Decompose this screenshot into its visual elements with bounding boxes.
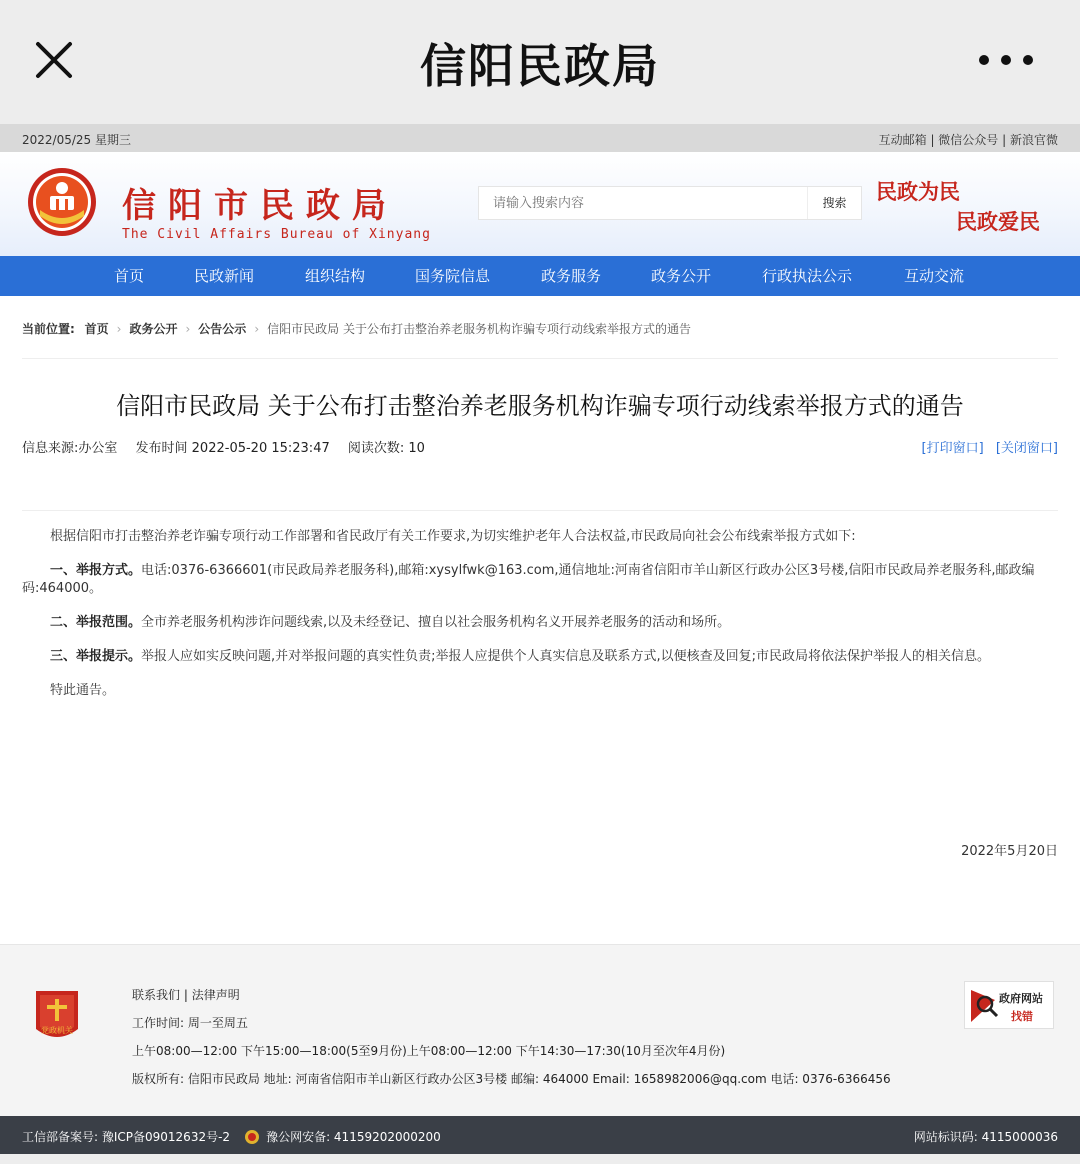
link-mailbox[interactable]: 互动邮箱 — [878, 133, 927, 147]
magnifier-icon — [969, 986, 999, 1026]
nav-item-state-council[interactable]: 国务院信息 — [415, 267, 491, 285]
footer-info: 联系我们 | 法律声明 工作时间: 周一至周五 上午08:00—12:00 下午15:00—18:00(5至9月份)上午08:00—12:00 下午14:30—17:30(10月至次年4月份) 版权所有: 信阳市民政局 地址: 河南省信阳市羊山新区行政办公区3号楼 邮编: 464000 Email: 1658982006@qq.com 电话: 0376-6366456 — [132, 981, 891, 1093]
badge-label: 党政机关 — [41, 1026, 73, 1035]
find-error-label: 找错 — [1011, 1010, 1033, 1023]
nav-item-news[interactable]: 民政新闻 — [194, 267, 255, 285]
current-date: 2022/05/25 星期三 — [22, 133, 131, 147]
search-button[interactable]: 搜索 — [807, 187, 861, 219]
working-hours-detail: 上午08:00—12:00 下午15:00—18:00(5至9月份)上午08:00—12:00 下午14:30—17:30(10月至次年4月份) — [132, 1044, 726, 1058]
search-input[interactable] — [479, 187, 809, 219]
paragraph-scope — [22, 614, 1058, 632]
signature-date: 2022年5月20日 — [961, 844, 1058, 859]
print-window-link[interactable]: [打印窗口] — [921, 441, 984, 456]
main-nav — [0, 256, 1080, 296]
close-window-link[interactable]: [关闭窗口] — [995, 441, 1058, 456]
heading-method: 一、举报方式。 — [50, 563, 142, 578]
text-method: 电话:0376-6366601(市民政局养老服务科),邮箱:xysylfwk@163.com,通信地址:河南省信阳市羊山新区行政办公区3号楼,信阳市民政局养老服务科,邮政编码:464000。 — [22, 563, 1035, 596]
paragraph-method — [22, 562, 1058, 598]
gov-site-error-report[interactable] — [964, 981, 1054, 1029]
top-strip — [0, 124, 1080, 152]
nav-item-enforcement[interactable]: 行政执法公示 — [762, 267, 853, 285]
breadcrumb — [22, 320, 691, 337]
link-wechat[interactable]: 微信公众号 — [938, 133, 999, 147]
bureau-emblem-icon[interactable] — [26, 166, 98, 238]
site-logo[interactable] — [122, 178, 452, 242]
slogan-line-2: 民政爱民 — [956, 209, 1040, 234]
search-box — [478, 186, 862, 220]
nav-item-organization[interactable]: 组织结构 — [305, 267, 366, 285]
nav-item-home[interactable]: 首页 — [114, 267, 145, 285]
heading-scope: 二、举报范围。 — [50, 615, 142, 630]
nav-item-interaction[interactable]: 互动交流 — [904, 267, 965, 285]
chevron-right-icon: › — [116, 322, 122, 336]
paragraph-tips — [22, 648, 1058, 666]
icp-record[interactable]: 工信部备案号: 豫ICP备09012632号-2 — [22, 1130, 231, 1144]
heading-tips: 三、举报提示。 — [50, 649, 142, 664]
footer — [0, 944, 1080, 1116]
article-body — [22, 528, 1058, 716]
article-reads: 阅读次数: 10 — [347, 441, 425, 456]
article-source: 信息来源:办公室 — [22, 441, 118, 456]
site-id: 网站标识码: 4115000036 — [913, 1130, 1058, 1144]
text-tips: 举报人应如实反映问题,并对举报问题的真实性负责;举报人应提供个人真实信息及联系方式,以便核查及回复;市民政局将依法保护举报人的相关信息。 — [141, 649, 991, 664]
divider — [22, 510, 1058, 511]
police-record[interactable]: 豫公网安备: 41159202000200 — [266, 1130, 441, 1144]
chevron-right-icon: › — [254, 322, 260, 336]
logo-chinese: 信阳市民政局 — [122, 186, 398, 226]
more-icon[interactable] — [976, 50, 1036, 70]
app-bar — [0, 0, 1080, 124]
app-title: 信阳民政局 — [420, 39, 660, 93]
working-hours: 工作时间: 周一至周五 — [132, 1016, 248, 1030]
article-actions — [914, 437, 1058, 456]
logo-english: The Civil Affairs Bureau of Xinyang — [122, 227, 431, 242]
legal-link[interactable]: 法律声明 — [191, 988, 240, 1002]
top-links: 互动邮箱 | 微信公众号 | 新浪官微 — [878, 133, 1058, 147]
paragraph-intro: 根据信阳市打击整治养老诈骗专项行动工作部署和省民政厅有关工作要求,为切实维护老年人合法权益,市民政局向社会公布线索举报方式如下: — [50, 529, 856, 544]
breadcrumb-notices[interactable]: 公告公示 — [198, 322, 247, 336]
article-meta — [22, 437, 439, 456]
party-gov-badge-icon[interactable] — [34, 989, 80, 1045]
breadcrumb-current: 信阳市民政局 关于公布打击整治养老服务机构诈骗专项行动线索举报方式的通告 — [267, 322, 691, 336]
site-header — [0, 152, 1080, 256]
police-emblem-icon — [244, 1129, 260, 1145]
contact-link[interactable]: 联系我们 — [132, 988, 181, 1002]
paragraph-closing: 特此通告。 — [50, 683, 116, 698]
breadcrumb-label: 当前位置: — [22, 322, 75, 336]
gov-site-label: 政府网站 — [999, 992, 1043, 1005]
bottom-bar — [0, 1116, 1080, 1154]
divider — [22, 358, 1058, 359]
breadcrumb-home[interactable]: 首页 — [84, 322, 109, 336]
article-time: 发布时间 2022-05-20 15:23:47 — [135, 441, 330, 456]
chevron-right-icon: › — [185, 322, 191, 336]
breadcrumb-disclosure[interactable]: 政务公开 — [129, 322, 178, 336]
slogan-line-1: 民政为民 — [876, 179, 960, 204]
nav-item-disclosure[interactable]: 政务公开 — [651, 267, 712, 285]
article-title: 信阳市民政局 关于公布打击整治养老服务机构诈骗专项行动线索举报方式的通告 — [116, 392, 964, 420]
copyright: 版权所有: 信阳市民政局 地址: 河南省信阳市羊山新区行政办公区3号楼 邮编: 464000 Email: 1658982006@qq.com 电话: 0376-6366456 — [132, 1072, 891, 1086]
nav-item-services[interactable]: 政务服务 — [541, 267, 602, 285]
bottom-gap — [0, 1154, 1080, 1164]
link-weibo[interactable]: 新浪官微 — [1009, 133, 1058, 147]
text-scope: 全市养老服务机构涉诈问题线索,以及未经登记、擅自以社会服务机构名义开展养老服务的活动和场所。 — [141, 615, 731, 630]
